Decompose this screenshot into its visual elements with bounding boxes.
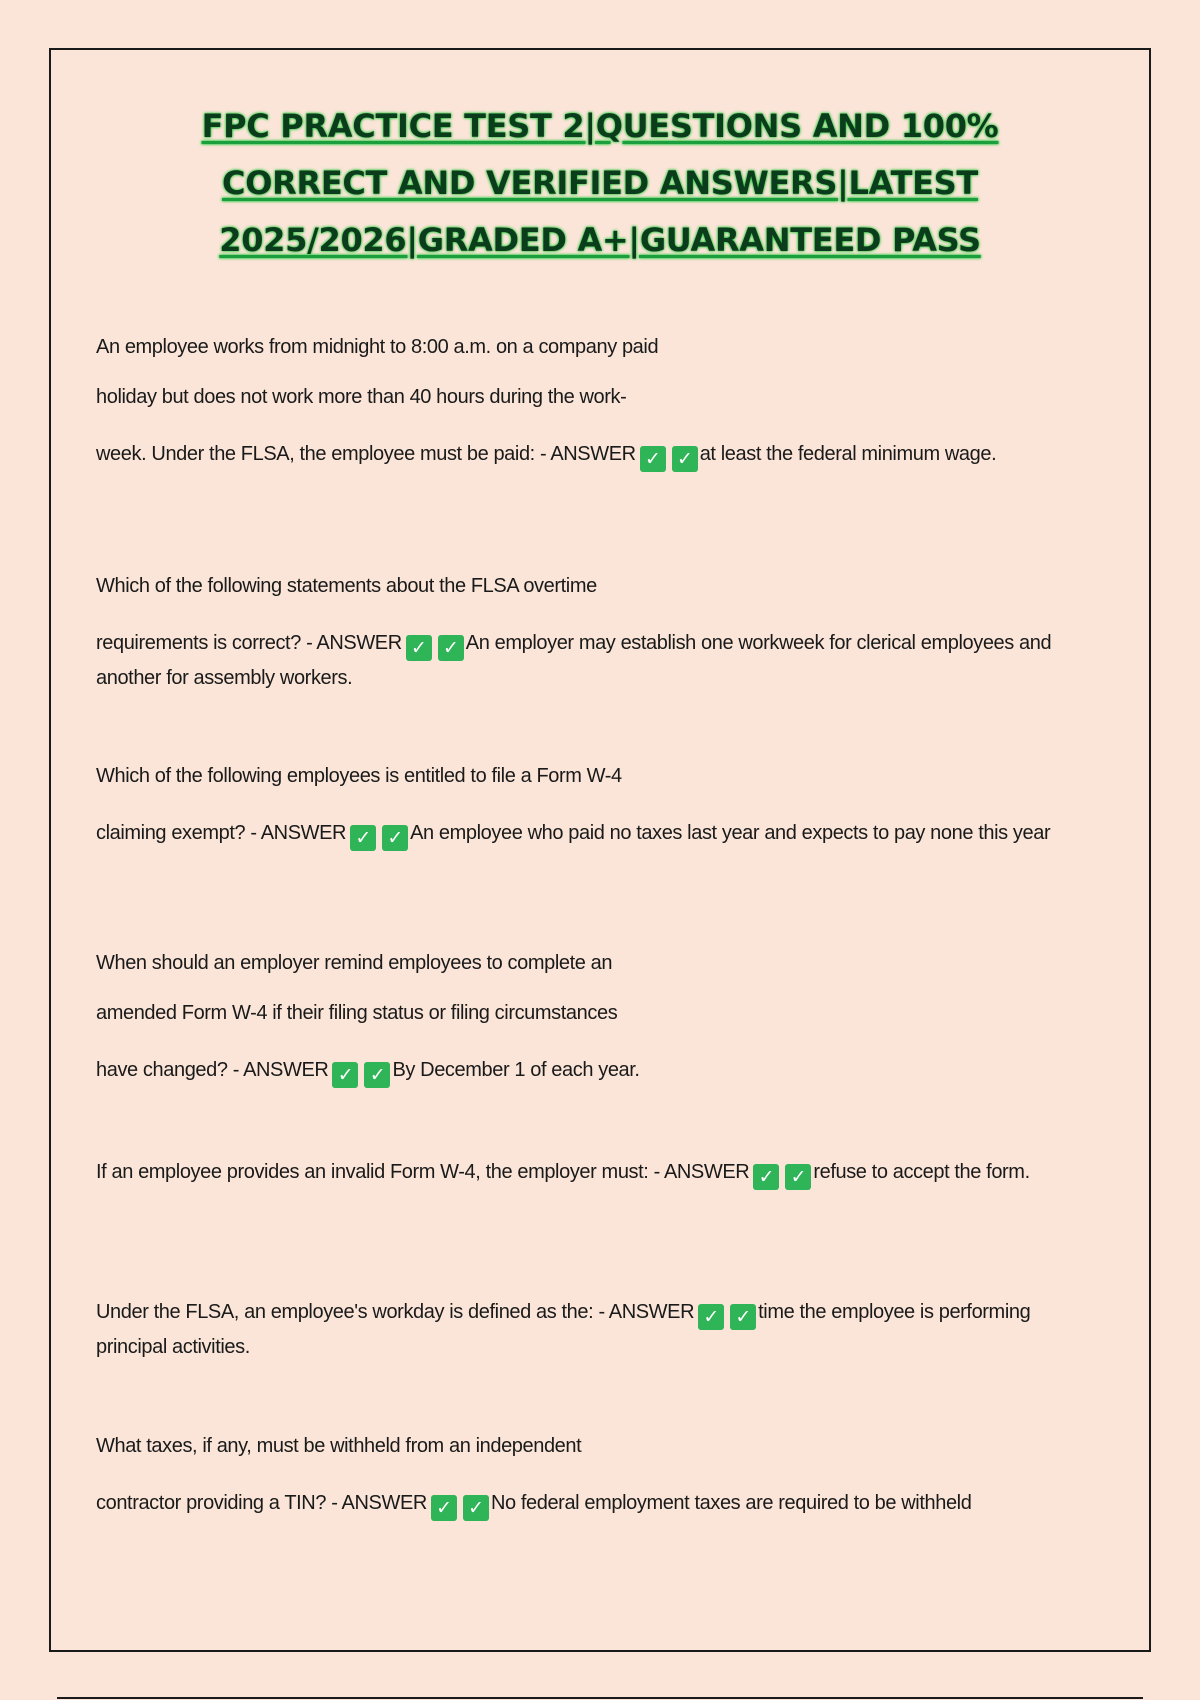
question-text: If an employee provides an invalid Form W-4, the employer must: — [96, 1161, 649, 1183]
question-text: Under the FLSA, an employee's workday is defined as the: — [96, 1301, 594, 1323]
answer-text: An employer may establish one workweek for clerical employees and another for assembly workers. — [96, 632, 1052, 689]
qa-item-6 — [96, 1295, 1056, 1364]
bottom-rule — [57, 1697, 1143, 1699]
check-mark-icon: ✓ — [640, 446, 666, 472]
answer-text: No federal employment taxes are required to be withheld — [490, 1492, 972, 1514]
check-mark-icon: ✓ — [672, 446, 698, 472]
answer-label: - ANSWER — [306, 632, 402, 654]
title-line-3: 2025/2026|GRADED A+|GUARANTEED PASS — [219, 221, 981, 259]
check-mark-icon: ✓ — [350, 825, 376, 851]
answer-label: - ANSWER — [653, 1161, 750, 1183]
question-line: An employee works from midnight to 8:00 a.m. on a company paid — [96, 336, 659, 358]
title-line-1: FPC PRACTICE TEST 2|QUESTIONS AND 100% — [201, 107, 999, 145]
question-text: requirements is correct? — [96, 632, 301, 654]
answer-label: - ANSWER — [598, 1301, 695, 1323]
answer-text: refuse to accept the form. — [813, 1161, 1030, 1183]
qa-item-1 — [96, 337, 1056, 472]
check-mark-icon: ✓ — [785, 1164, 811, 1190]
qa-item-4 — [96, 953, 1056, 1088]
check-mark-icon: ✓ — [431, 1495, 457, 1521]
question-line: Which of the following employees is entitled to file a Form W-4 — [96, 765, 622, 787]
answer-label: - ANSWER — [540, 443, 636, 465]
answer-block — [96, 1295, 1056, 1364]
question-line: Which of the following statements about the FLSA overtime — [96, 575, 597, 597]
answer-block — [96, 816, 1056, 851]
check-mark-icon: ✓ — [730, 1304, 756, 1330]
answer-text: An employee who paid no taxes last year and expects to pay none this year — [410, 822, 1051, 844]
check-mark-icon: ✓ — [438, 635, 464, 661]
answer-text: By December 1 of each year. — [392, 1059, 640, 1081]
question-text: week. Under the FLSA, the employee must be paid: — [96, 443, 535, 465]
check-mark-icon: ✓ — [753, 1164, 779, 1190]
question-text: contractor providing a TIN? — [96, 1492, 327, 1514]
answer-label: - ANSWER — [250, 822, 347, 844]
answer-label: - ANSWER — [331, 1492, 427, 1514]
check-mark-icon: ✓ — [698, 1304, 724, 1330]
answer-block — [96, 1155, 1056, 1190]
answer-block — [96, 626, 1056, 695]
question-line: amended Form W-4 if their filing status or filing circumstances — [96, 1002, 618, 1024]
answer-text: at least the federal minimum wage. — [699, 443, 997, 465]
answer-block — [96, 1486, 1056, 1521]
document-title — [0, 98, 1200, 269]
answer-block — [96, 1053, 1056, 1088]
question-text: claiming exempt? — [96, 822, 246, 844]
title-line-2: CORRECT AND VERIFIED ANSWERS|LATEST — [222, 164, 978, 202]
qa-item-3 — [96, 766, 1056, 851]
qa-item-7 — [96, 1436, 1056, 1521]
answer-block — [96, 437, 1056, 472]
qa-item-2 — [96, 576, 1056, 695]
question-line: What taxes, if any, must be withheld from an independent — [96, 1435, 582, 1457]
question-line: holiday but does not work more than 40 hours during the work- — [96, 386, 627, 408]
check-mark-icon: ✓ — [382, 825, 408, 851]
check-mark-icon: ✓ — [463, 1495, 489, 1521]
check-mark-icon: ✓ — [406, 635, 432, 661]
answer-text: time the employee is performing principal activities. — [96, 1301, 1031, 1358]
check-mark-icon: ✓ — [332, 1062, 358, 1088]
qa-item-5 — [96, 1155, 1056, 1190]
check-mark-icon: ✓ — [364, 1062, 390, 1088]
answer-label: - ANSWER — [232, 1059, 329, 1081]
question-line: When should an employer remind employees to complete an — [96, 952, 613, 974]
question-text: have changed? — [96, 1059, 228, 1081]
